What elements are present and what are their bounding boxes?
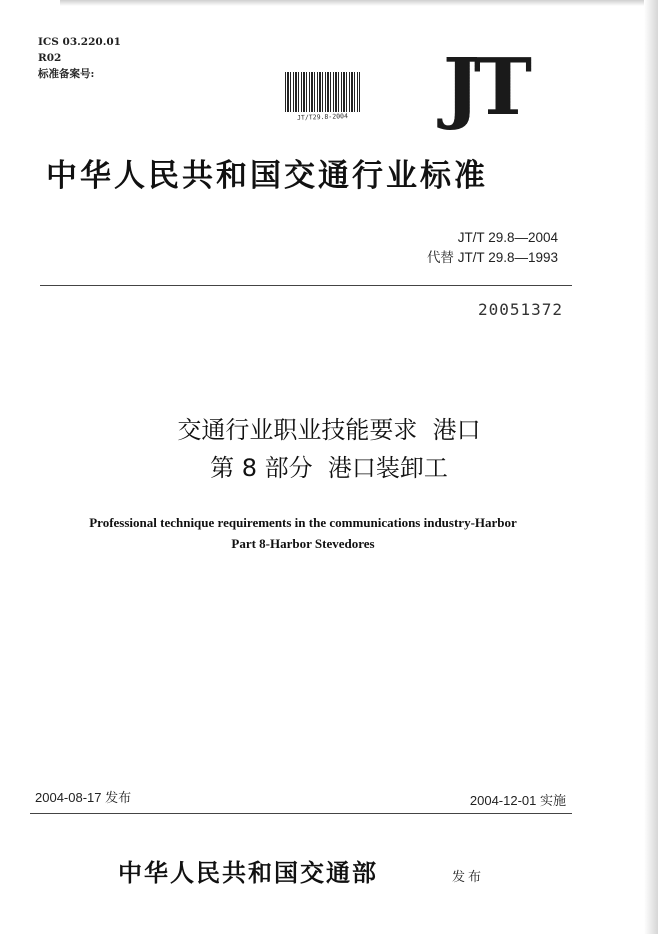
- meta-block: [38, 34, 121, 82]
- barcode: [285, 72, 360, 124]
- title-cn-line1: 交通行业职业技能要求 港口: [177, 416, 481, 444]
- jt-logo-text: JT: [443, 52, 575, 124]
- issuer-action: 发布: [452, 870, 485, 885]
- ics-code: ICS 03.220.01: [38, 36, 121, 48]
- barcode-bars: [285, 72, 360, 112]
- filing-label: 标准备案号:: [38, 68, 95, 80]
- standard-number: JT/T 29.8—2004: [457, 230, 558, 245]
- issue-date: 2004-08-17 发布: [35, 790, 132, 805]
- standard-code-block: [427, 228, 558, 268]
- replaces-number: 代替 JT/T 29.8—1993: [426, 250, 558, 265]
- barcode-text: JT/T29.8-2004: [296, 112, 349, 122]
- title-en-line2: Part 8-Harbor Stevedores: [231, 536, 375, 551]
- title-en-line1: Professional technique requirements in the communications industry-Harbor: [89, 515, 517, 530]
- standard-title: 中华人民共和国交通行业标准: [46, 158, 488, 194]
- top-divider: [40, 285, 572, 286]
- scan-edge-top: [60, 0, 658, 6]
- title-cn-line2: 第 8 部分 港口装卸工: [210, 454, 448, 482]
- jt-logo: [443, 42, 575, 133]
- effective-date: 2004-12-01 实施: [469, 793, 566, 808]
- archive-stamp: 20051372: [478, 300, 564, 319]
- issuer-name: 中华人民共和国交通部: [118, 858, 378, 887]
- bottom-divider: [30, 813, 572, 814]
- class-code: R02: [38, 52, 62, 64]
